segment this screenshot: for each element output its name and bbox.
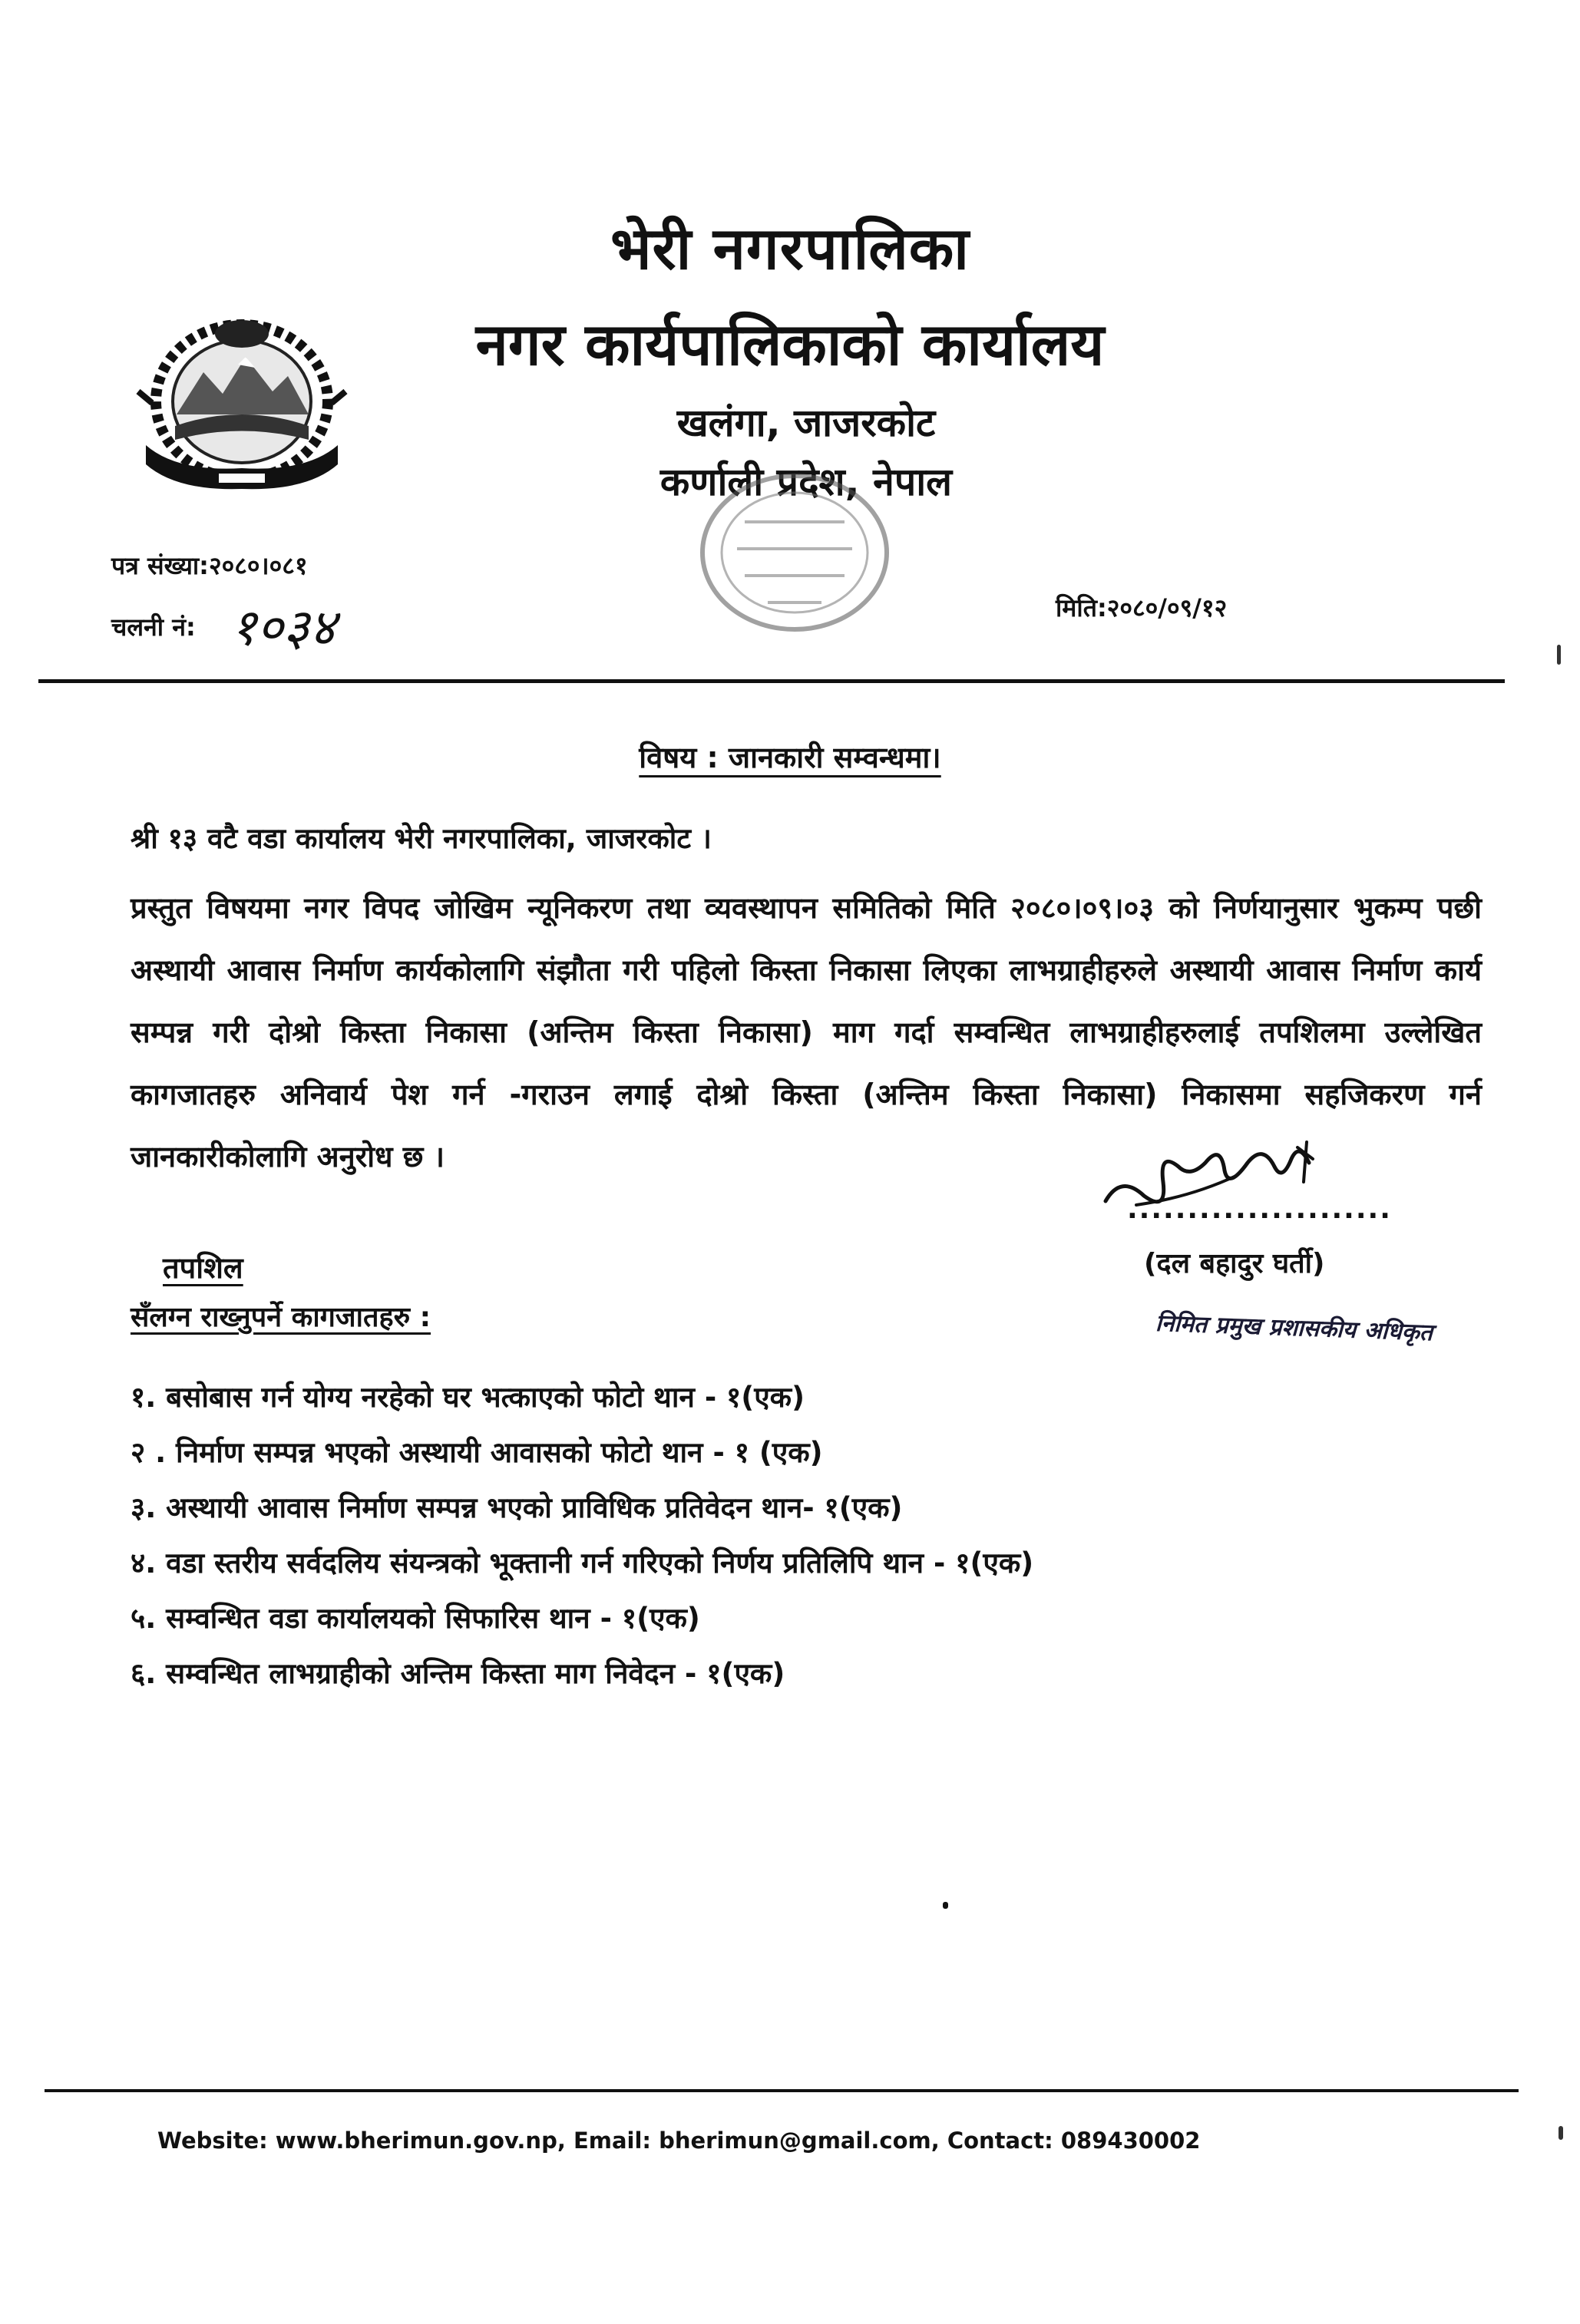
address-line-1: खलंगा, जाजरकोट	[676, 401, 936, 445]
letter-subject	[0, 737, 1580, 777]
tapashil-heading: तपशिल	[163, 1251, 243, 1285]
list-item: ५. सम्वन्धित वडा कार्यालयको सिफारिस थान - १(एक)	[131, 1602, 700, 1635]
chalani-label: चलनी नं:	[111, 612, 196, 642]
signatory-name: (दल बहादुर घर्ती)	[1144, 1248, 1325, 1279]
ink-speck	[943, 1902, 948, 1909]
list-item: ३. अस्थायी आवास निर्माण सम्पन्न भएको प्राविधिक प्रतिवेदन थान- १(एक)	[131, 1491, 903, 1524]
chalani-number: १०३४	[230, 598, 336, 657]
footer-divider	[45, 2089, 1519, 2092]
documents-list	[131, 1370, 1033, 1702]
attached-documents-label: सँलग्न राख्नुपर्ने कागजातहरु :	[131, 1302, 431, 1333]
municipality-title: भेरी नगरपालिका	[610, 214, 970, 282]
office-stamp-icon	[683, 461, 906, 645]
ink-speck	[1559, 2126, 1563, 2140]
signature-line: ......................	[1127, 1193, 1392, 1225]
list-item: २ . निर्माण सम्पन्न भएको अस्थायी आवासको फोटो थान - १ (एक)	[131, 1436, 823, 1469]
patra-sankhya: पत्र संख्या:२०८०।०८१	[111, 551, 308, 580]
nepal-emblem-icon	[131, 311, 353, 503]
letter-body: प्रस्तुत विषयमा नगर विपद जोखिम न्यूनिकरण तथा व्यवस्थापन समितिको मिति २०८०।०९।०३ को निर्णयानुसार भुकम्प पछी अस्थायी आवास निर्माण कार्यकोलागि संझौता गरी पहिलो किस्ता निकासा लिएका लाभग्राहीहरुले अस्थायी आवास निर्माण कार्य सम्पन्न गरी दोश्रो किस्ता निकासा (अन्तिम किस्ता निकासा) माग गर्दा सम्वन्धित लाभग्राहीहरुलाई तपशिलमा उल्लेखित कागजातहरु अनिवार्य पेश गर्न -गराउन लगाई दोश्रो किस्ता (अन्तिम किस्ता निकासा) निकासमा सहजिकरण गर्न जानकारीकोलागि अनुरोध छ ।	[131, 891, 1482, 1174]
ink-speck	[1557, 645, 1561, 665]
signatory-title: निमित प्रमुख प्रशासकीय अधिकृत	[1155, 1309, 1433, 1347]
office-title: नगर कार्यपालिकाको कार्यालय	[475, 310, 1105, 378]
subject-text: विषय : जानकारी सम्वन्धमा।	[639, 741, 941, 774]
address-line-2: कर्णाली प्रदेश, नेपाल	[659, 460, 953, 504]
footer-contact: Website: www.bherimun.gov.np, Email: bherimun@gmail.com, Contact: 089430002	[157, 2128, 1201, 2154]
list-item: ४. वडा स्तरीय सर्वदलिय संयन्त्रको भूक्तानी गर्न गरिएको निर्णय प्रतिलिपि थान - १(एक)	[131, 1547, 1034, 1580]
list-item: ६. सम्वन्धित लाभग्राहीको अन्तिम किस्ता माग निवेदन - १(एक)	[131, 1657, 785, 1690]
list-item: १. बसोबास गर्न योग्य नरहेको घर भत्काएको फोटो थान - १(एक)	[131, 1381, 805, 1414]
letter-date: मिति:२०८०/०९/१२	[1056, 593, 1228, 622]
letter-addressee: श्री १३ वटै वडा कार्यालय भेरी नगरपालिका, जाजरकोट ।	[131, 822, 712, 855]
header-divider	[38, 679, 1505, 683]
